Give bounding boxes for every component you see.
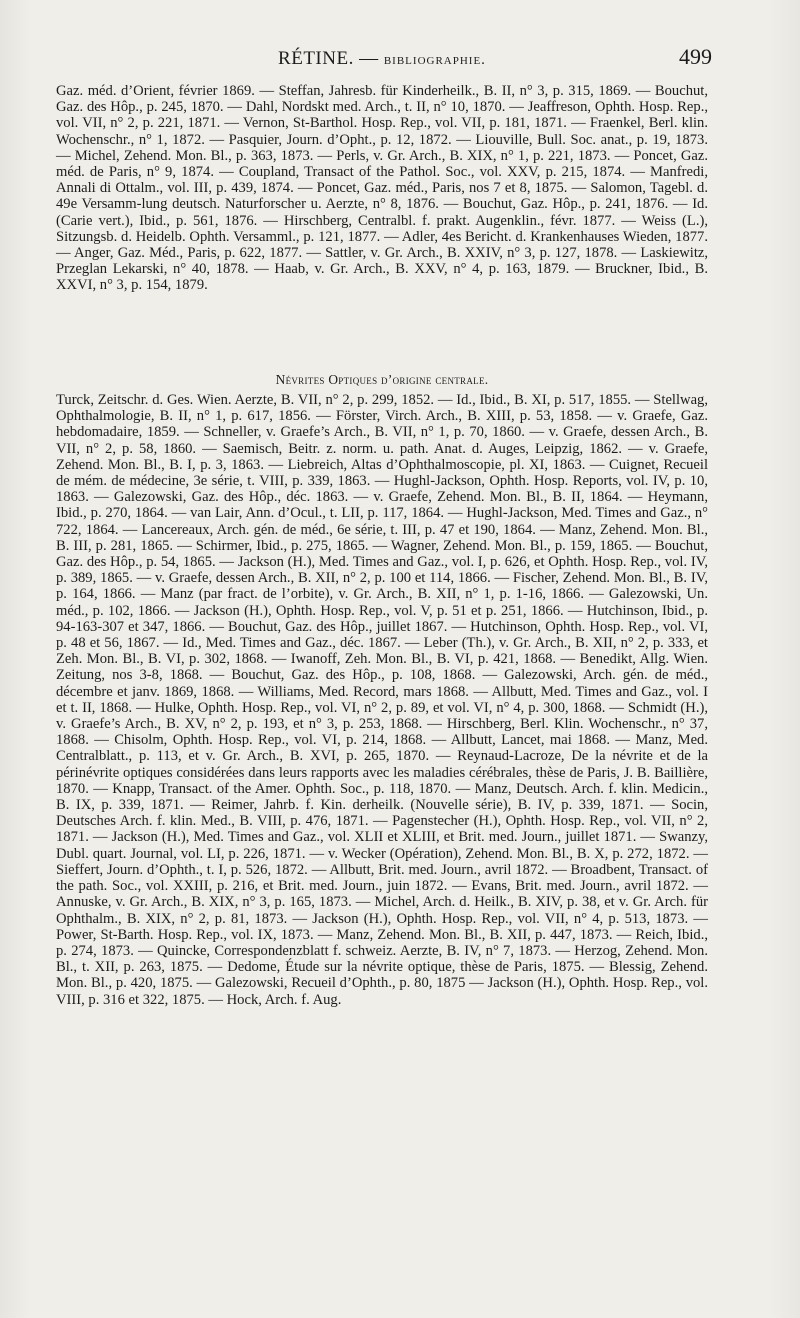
bibliography-paragraph: Gaz. méd. d’Orient, février 1869. — Steffan, Jahresb. für Kinderheilk., B. II, n° 3, p. 315, 1869. — Bouchut, Gaz. des Hôp., p. 245, 1870. — Dahl, Nordskt med. Arch., t. II, n° 10, 1870. — Jeaffreson, Ophth. Hosp. Rep., vol. VII, n° 2, p. 221, 1871. — Vernon, St-Barthol. Hosp. Rep., vol. VII, p. 181, 1871. — Fraenkel, Berl. klin. Wochenschr., n° 1, 1872. — Pasquier, Journ. d’Opht., p. 12, 1872. — Liouville, Bull. Soc. anat., p. 19, 1873. — Michel, Zehend. Mon. Bl., p. 363, 1873. — Perls, v. Gr. Arch., B. XIX, n° 1, p. 221, 1873. — Poncet, Gaz. méd. de Paris, n° 9, 1874. — Coupland, Transact of the Pathol. Soc., vol. XXV, p. 215, 1874. — Manfredi, Annali di Ottalm., vol. III, p. 439, 1874. — Poncet, Gaz. méd., Paris, nos 7 et 8, 1875. — Salomon, Tagebl. d. 49e Versamm-lung deutsch. Naturforscher u. Aerzte, n° 8, 1876. — Bouchut, Gaz. Hôp., p. 241, 1876. — Id. (Carie vert.), Ibid., p. 561, 1876. — Hirschberg, Centralbl. f. prakt. Augenklin., févr. 1877. — Weiss (L.), Sitzungsb. d. Heidelb. Ophth. Versamml., p. 121, 1877. — Adler, 4es Bericht. d. Krankenhauses Wieden, 1877. — Anger, Gaz. Méd., Paris, p. 622, 1877. — Sattler, v. Gr. Arch., B. XXIV, n° 3, p. 127, 1878. — Laskiewitz, Przeglan Lekarski, n° 40, 1878. — Haab, v. Gr. Arch., B. XXV, n° 4, p. 163, 1879. — Bruckner, Ibid., B. XXVI, n° 3, p. 154, 1879.	[56, 83, 708, 294]
page-number: 499	[679, 44, 712, 69]
running-title-sub: bibliographie.	[383, 52, 486, 68]
bibliography-block-continued	[56, 83, 708, 294]
bibliography-block-central-neuritis	[56, 392, 708, 1008]
section-heading: Névrites Optiques d’origine centrale.	[275, 372, 489, 387]
bibliography-paragraph: Turck, Zeitschr. d. Ges. Wien. Aerzte, B. VII, n° 2, p. 299, 1852. — Id., Ibid., B. XI, p. 517, 1855. — Stellwag, Ophthalmologie, B. II, n° 1, p. 617, 1856. — Förster, Virch. Arch., B. XIII, p. 53, 1858. — v. Graefe, Gaz. hebdomadaire, 1859. — Schneller, v. Graefe’s Arch., B. VII, n° 1, p. 70, 1860. — v. Graefe, dessen Arch., B. VII, n° 2, p. 58, 1860. — Saemisch, Beitr. z. norm. u. path. Anat. d. Auges, Leipzig, 1862. — v. Graefe, Zehend. Mon. Bl., B. I, p. 3, 1863. — Liebreich, Altas d’Ophthalmoscopie, pl. XI, 1863. — Cuignet, Recueil de mém. de médecine, 3e série, t. VIII, p. 339, 1863. — Hughl-Jackson, Ophth. Hosp. Reports, vol. IV, p. 10, 1863. — Galezowski, Gaz. des Hôp., déc. 1863. — v. Graefe, Zehend. Mon. Bl., B. II, 1864. — Heymann, Ibid., p. 270, 1864. — van Lair, Ann. d’Ocul., t. LII, p. 117, 1864. — Hughl-Jackson, Med. Times and Gaz., n° 722, 1864. — Lancereaux, Arch. gén. de méd., 6e série, t. III, p. 47 et 190, 1864. — Manz, Zehend. Mon. Bl., B. III, p. 281, 1865. — Schirmer, Ibid., p. 275, 1865. — Wagner, Zehend. Mon. Bl., p. 159, 1865. — Bouchut, Gaz. des Hôp., p. 54, 1865. — Jackson (H.), Med. Times and Gaz., vol. I, p. 626, et Ophth. Hosp. Rep., vol. IV, p. 389, 1865. — v. Graefe, dessen Arch., B. XII, n° 2, p. 100 et 114, 1866. — Fischer, Zehend. Mon. Bl., B. IV, p. 164, 1866. — Manz (par fract. de l’orbite), v. Gr. Arch., B. XII, n° 1, p. 1-16, 1866. — Galezowski, Un. méd., p. 102, 1866. — Jackson (H.), Ophth. Hosp. Rep., vol. V, p. 51 et p. 251, 1866. — Hutchinson, Ibid., p. 94-163-307 et 347, 1866. — Bouchut, Gaz. des Hôp., juillet 1867. — Hutchinson, Ophth. Hosp. Rep., vol. VI, p. 48 et 56, 1867. — Id., Med. Times and Gaz., déc. 1867. — Leber (Th.), v. Gr. Arch., B. XII, n° 2, p. 333, et Zeh. Mon. Bl., B. VI, p. 302, 1868. — Iwanoff, Zeh. Mon. Bl., B. VI, p. 421, 1868. — Benedikt, Allg. Wien. Zeitung, nos 3-8, 1868. — Bouchut, Gaz. des Hôp., p. 108, 1868. — Galezowski, Arch. gén. de méd., décembre et janv. 1869, 1868. — Williams, Med. Record, mars 1868. — Allbutt, Med. Times and Gaz., vol. I et t. II, 1868. — Hulke, Ophth. Hosp. Rep., vol. VI, n° 2, p. 89, et vol. VI, n° 4, p. 300, 1868. — Schmidt (H.), v. Graefe’s Arch., B. XV, n° 2, p. 193, et n° 3, p. 253, 1868. — Hirschberg, Berl. Klin. Wochenschr., n° 37, 1868. — Chisolm, Ophth. Hosp. Rep., vol. VI, p. 214, 1868. — Allbutt, Lancet, mai 1868. — Manz, Med. Centralblatt., p. 113, et v. Gr. Arch., B. XVI, p. 265, 1870. — Reynaud-Lacroze, De la névrite et de la périnévrite optiques considérées dans leurs rapports avec les maladies cérébrales, thèse de Paris, J. B. Baillière, 1870. — Knapp, Transact. of the Amer. Ophth. Soc., p. 118, 1870. — Manz, Deutsch. Arch. f. klin. Medicin., B. IX, p. 339, 1871. — Reimer, Jahrb. f. Kin. derheilk. (Nouvelle série), B. IV, p. 339, 1871. — Socin, Deutsches Arch. f. klin. Med., B. VIII, p. 476, 1871. — Pagenstecher (H.), Ophth. Hosp. Rep., vol. VII, n° 2, 1871. — Jackson (H.), Med. Times and Gaz., vol. XLII et XLIII, et Brit. med. Journ., juillet 1871. — Swanzy, Dubl. quart. Journal, vol. LI, p. 226, 1871. — v. Wecker (Opération), Zehend. Mon. Bl., B. X, p. 272, 1872. — Sieffert, Journ. d’Ophth., t. I, p. 526, 1872. — Allbutt, Brit. med. Journ., avril 1872. — Broadbent, Transact. of the path. Soc., vol. XXIII, p. 216, et Brit. med. Journ., juin 1872. — Evans, Brit. med. Journ., avril 1872. — Annuske, v. Gr. Arch., B. XIX, n° 3, p. 165, 1873. — Michel, Arch. d. Heilk., B. XIV, p. 38, et v. Gr. Arch. für Ophthalm., B. XIX, n° 2, p. 81, 1873. — Jackson (H.), Ophth. Hosp. Rep., vol. VII, n° 4, p. 513, 1873. — Power, St-Barth. Hosp. Rep., vol. IX, 1873. — Manz, Zehend. Mon. Bl., B. XII, p. 447, 1873. — Reich, Ibid., p. 274, 1873. — Quincke, Correspondenzblatt f. schweiz. Aerzte, B. IV, n° 7, 1873. — Herzog, Zehend. Mon. Bl., t. XII, p. 263, 1875. — Dedome, Étude sur la névrite optique, thèse de Paris, 1875. — Blessig, Zehend. Mon. Bl., p. 420, 1875. — Galezowski, Recueil d’Ophth., p. 80, 1875 — Jackson (H.), Ophth. Hosp. Rep., vol. VIII, p. 316 et 322, 1875. — Hock, Arch. f. Aug.	[56, 392, 708, 1008]
running-title	[56, 48, 708, 70]
page-header	[56, 44, 712, 78]
running-title-main: RÉTINE. —	[278, 48, 379, 69]
